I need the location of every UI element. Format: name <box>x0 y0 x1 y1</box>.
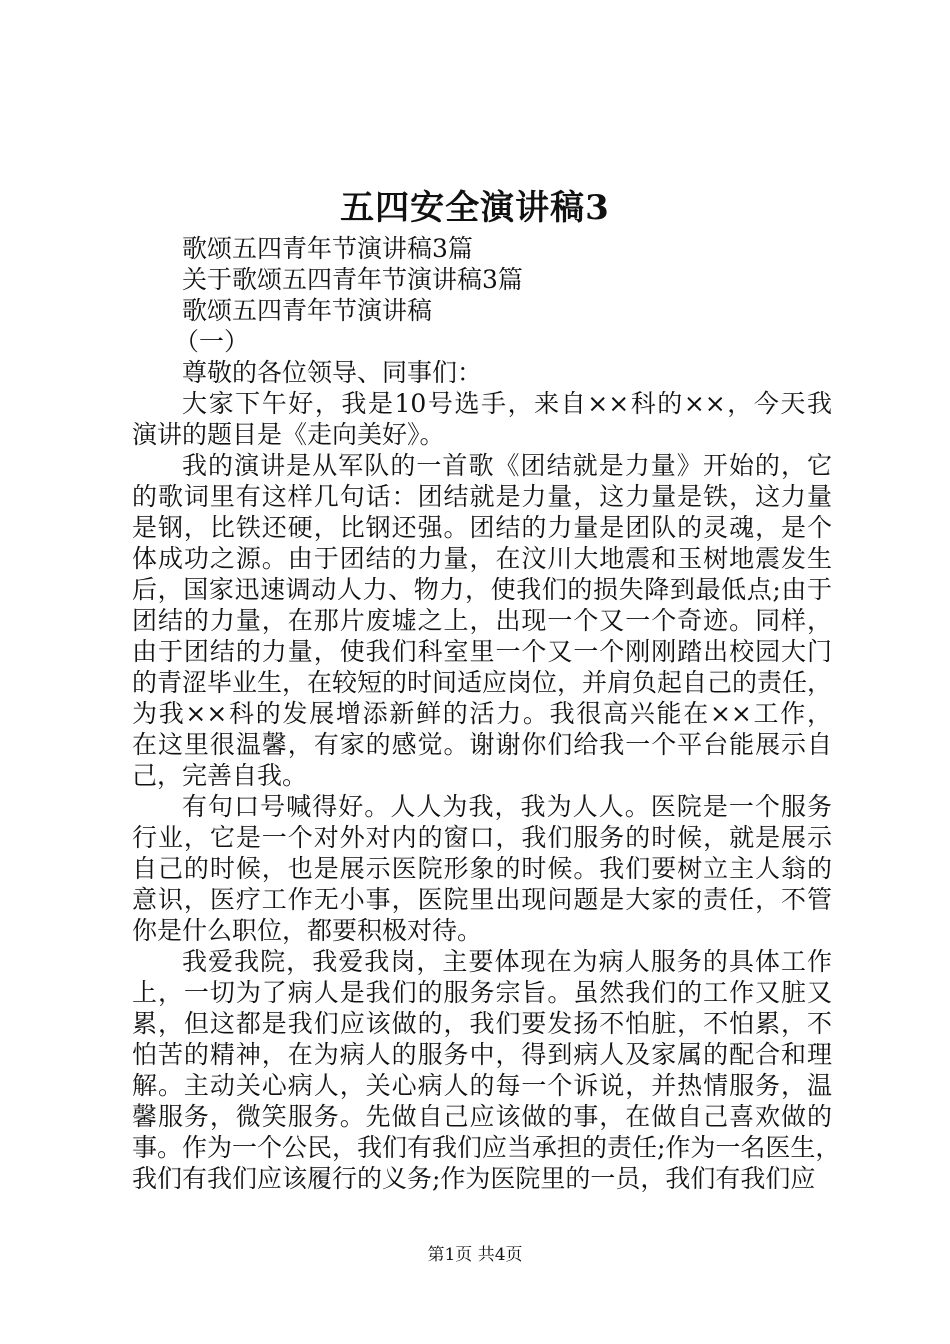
text-line: 意识，医疗工作无小事，医院里出现问题是大家的责任，不管 <box>132 885 832 914</box>
text-line: 的青涩毕业生，在较短的时间适应岗位，并肩负起自己的责任， <box>132 668 833 697</box>
text-line: 我的演讲是从军队的一首歌《团结就是力量》开始的，它 <box>182 451 832 480</box>
text-line: 体成功之源。由于团结的力量，在汶川大地震和玉树地震发生 <box>132 544 832 573</box>
text-line: 团结的力量，在那片废墟之上，出现一个又一个奇迹。同样， <box>132 606 832 635</box>
text-line: 歌颂五四青年节演讲稿 <box>182 296 433 325</box>
document-body <box>132 233 841 1194</box>
text-line: 关于歌颂五四青年节演讲稿3篇 <box>182 265 523 294</box>
text-line: 事。作为一个公民，我们有我们应当承担的责任;作为一名医生， <box>132 1133 841 1162</box>
text-line: 上，一切为了病人是我们的服务宗旨。虽然我们的工作又脏又 <box>132 978 832 1007</box>
text-line: 尊敬的各位领导、同事们： <box>182 358 483 387</box>
text-line: 我爱我院，我爱我岗，主要体现在为病人服务的具体工作 <box>182 947 832 976</box>
text-line: 我们有我们应该履行的义务;作为医院里的一员，我们有我们应 <box>132 1164 816 1193</box>
text-line: 由于团结的力量，使我们科室里一个又一个刚刚踏出校园大门 <box>132 637 832 666</box>
text-line: 怕苦的精神，在为病人的服务中，得到病人及家属的配合和理 <box>132 1040 832 1069</box>
text-line: 有句口号喊得好。人人为我，我为人人。医院是一个服务 <box>182 792 832 821</box>
text-line: 累，但这都是我们应该做的，我们要发扬不怕脏，不怕累，不 <box>132 1009 832 1038</box>
text-line: 在这里很温馨，有家的感觉。谢谢你们给我一个平台能展示自 <box>132 730 832 759</box>
text-line: 你是什么职位，都要积极对待。 <box>132 916 483 945</box>
text-line: 为我××科的发展增添新鲜的活力。我很高兴能在××工作， <box>132 699 832 728</box>
text-line: 行业，它是一个对外对内的窗口，我们服务的时候，就是展示 <box>132 823 832 852</box>
page-footer: 第1页 共4页 <box>427 1245 523 1265</box>
text-line: 大家下午好，我是10号选手，来自××科的××，今天我 <box>182 389 832 418</box>
document-title: 五四安全演讲稿3 <box>340 188 610 228</box>
text-line: 的歌词里有这样几句话：团结就是力量，这力量是铁，这力量 <box>132 482 832 511</box>
text-line: 解。主动关心病人，关心病人的每一个诉说，并热情服务，温 <box>132 1071 832 1100</box>
text-line: 是钢，比铁还硬，比钢还强。团结的力量是团队的灵魂，是个 <box>132 513 832 542</box>
text-line: （一） <box>174 327 250 356</box>
text-line: 自己的时候，也是展示医院形象的时候。我们要树立主人翁的 <box>132 854 832 883</box>
text-line: 己，完善自我。 <box>132 761 308 790</box>
text-line: 歌颂五四青年节演讲稿3篇 <box>182 234 473 263</box>
text-line: 演讲的题目是《走向美好》。 <box>132 420 445 449</box>
text-line: 馨服务，微笑服务。先做自己应该做的事，在做自己喜欢做的 <box>132 1102 832 1131</box>
text-line: 后，国家迅速调动人力、物力，使我们的损失降到最低点;由于 <box>132 575 832 604</box>
